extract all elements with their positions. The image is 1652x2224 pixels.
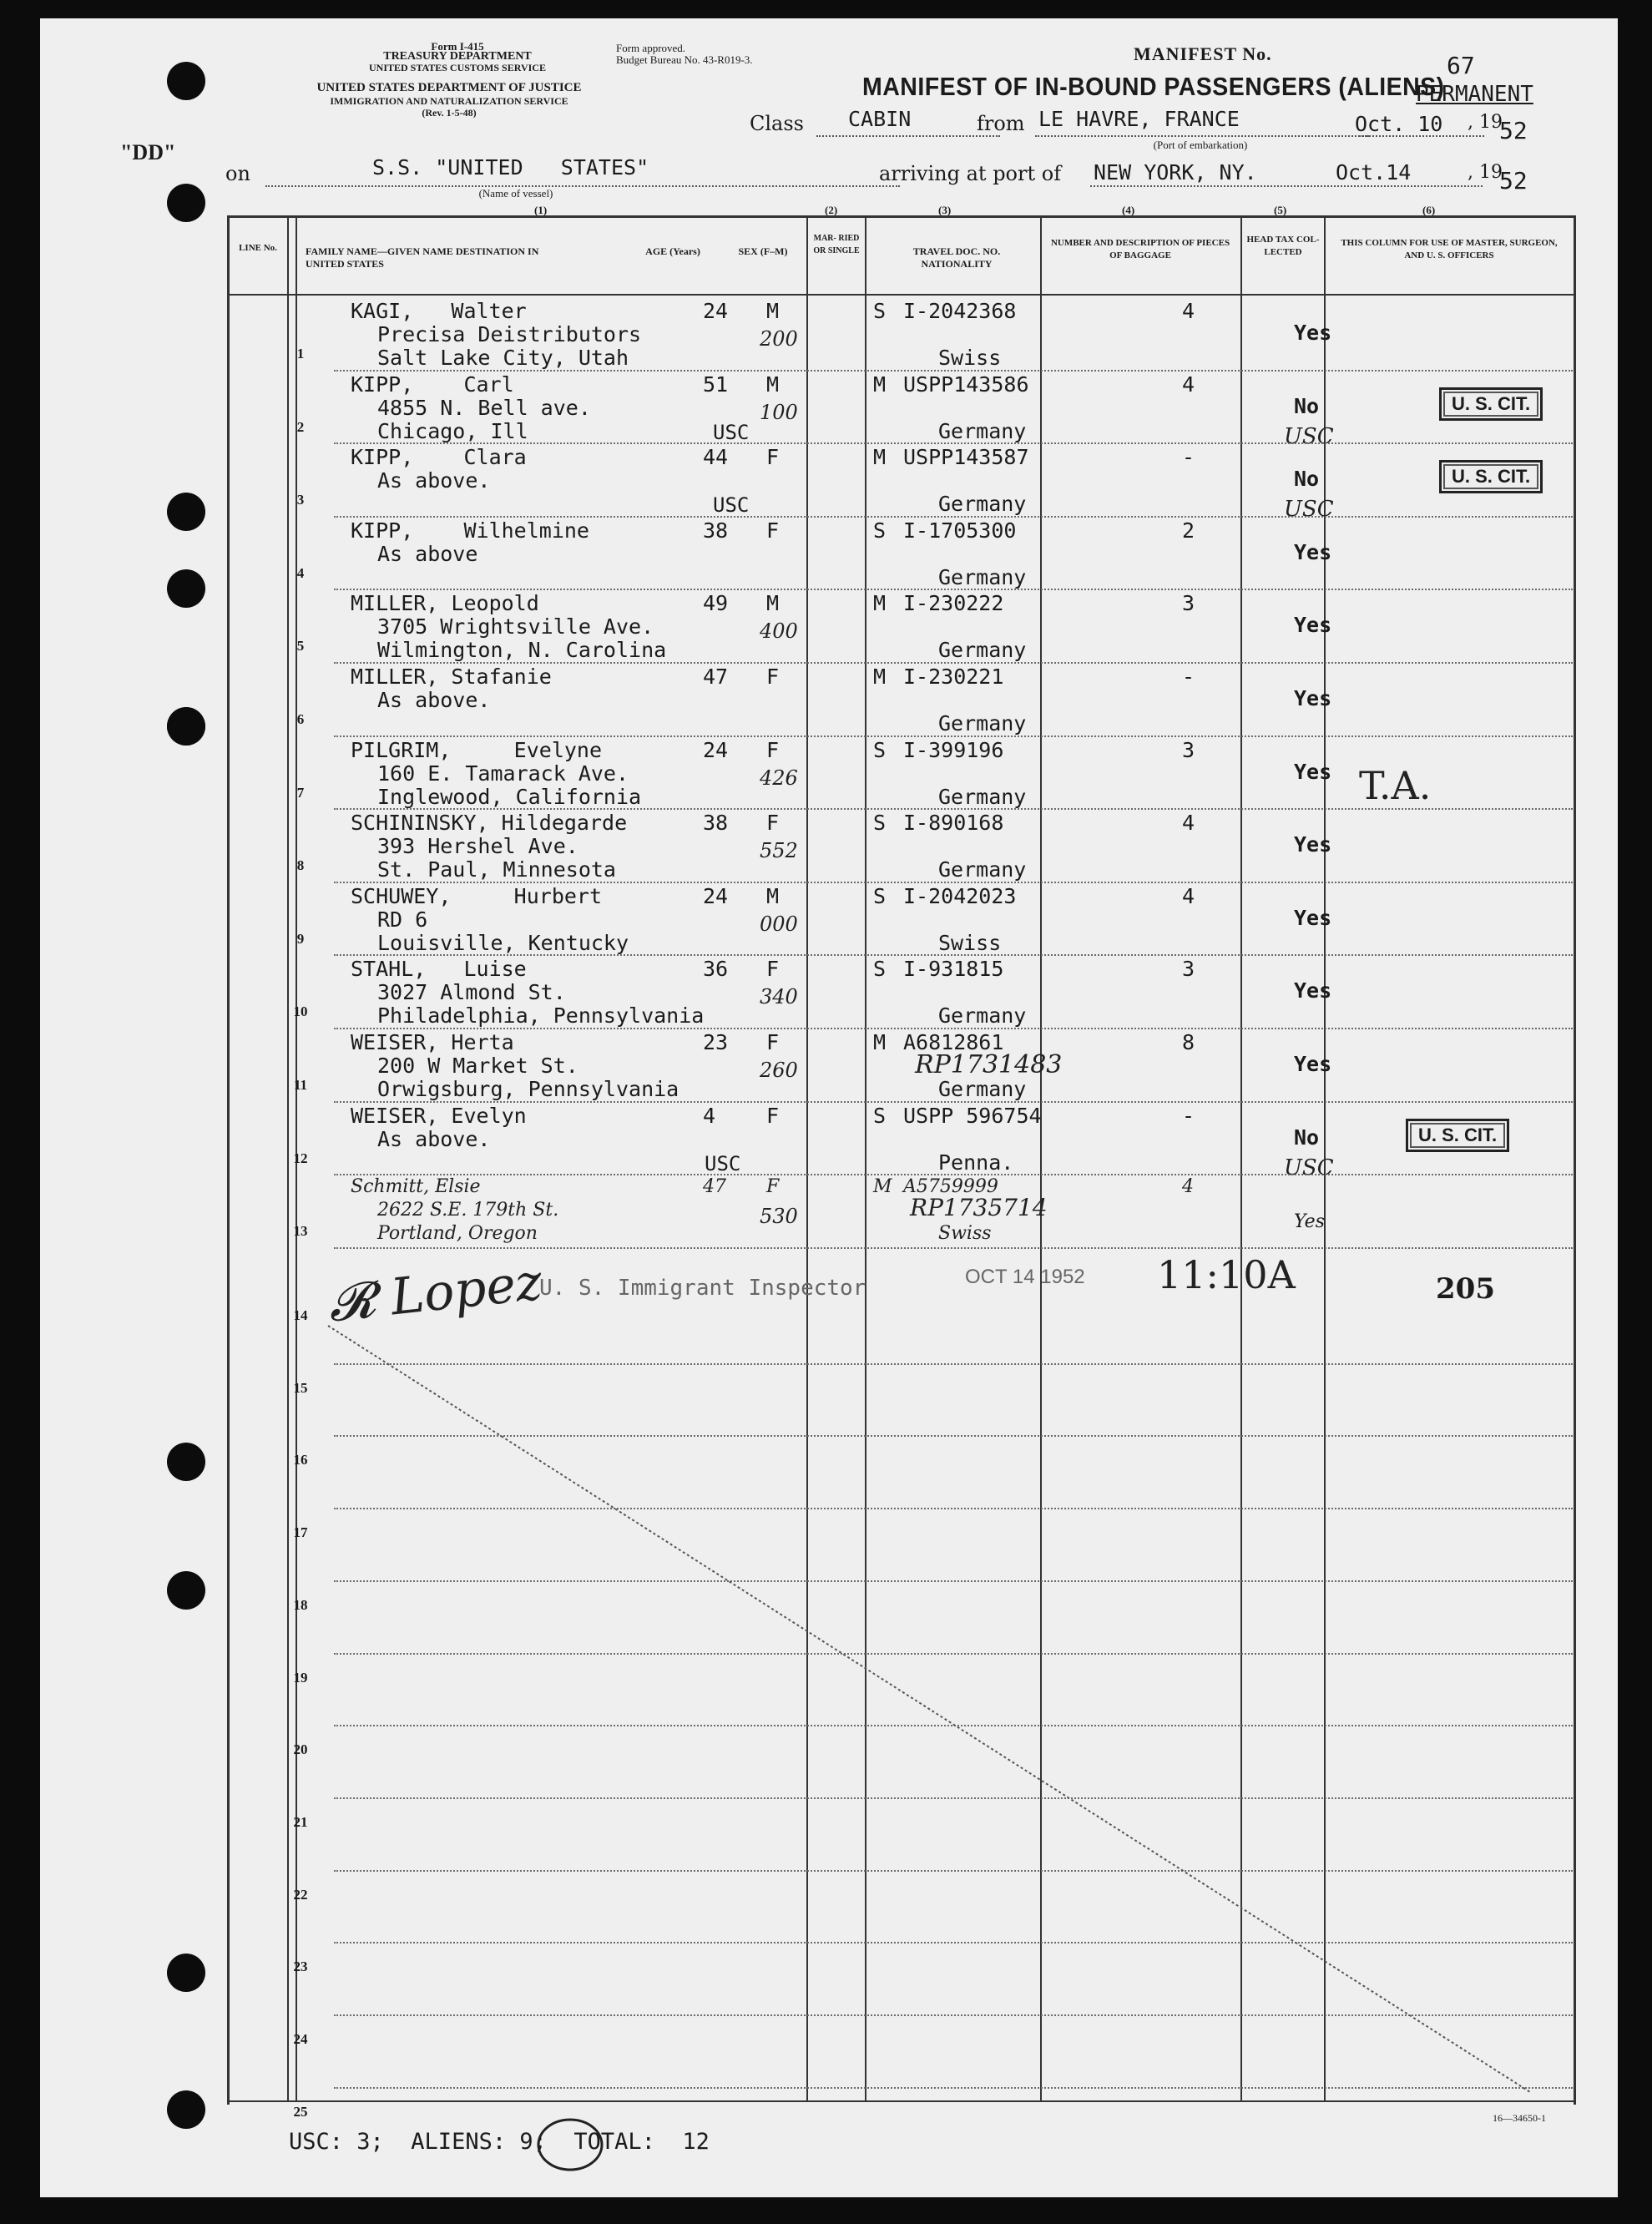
line-number: 8 [296, 857, 305, 874]
head-tax: Yes [1294, 1052, 1332, 1076]
arrival-port: NEW YORK, NY. [1094, 160, 1257, 184]
passenger-marital: M [873, 1030, 887, 1054]
head-tax: Yes [1294, 1211, 1325, 1233]
nationality: Germany [938, 638, 1027, 663]
manifest-page-number: 205 [1436, 1272, 1495, 1306]
head-tax: Yes [1294, 539, 1332, 564]
handwritten-amount: 100 [760, 400, 798, 424]
passenger-sex: F [766, 1176, 780, 1198]
passenger-address-1: 160 E. Tamarack Ave. [377, 761, 629, 786]
line-number: 22 [293, 1886, 308, 1903]
travel-doc-number: I-230222 [903, 591, 1004, 616]
nationality: Germany [938, 1077, 1027, 1101]
travel-doc-number: I-931815 [903, 957, 1004, 982]
passenger-address-2: St. Paul, Minnesota [377, 857, 616, 882]
col-header-headtax: HEAD TAX COL- LECTED [1246, 235, 1320, 257]
inspector-date-stamp: OCT 14 1952 [965, 1266, 1085, 1288]
nationality: Penna. [938, 1150, 1014, 1175]
age-usc-mark: USC [713, 493, 750, 518]
handwritten-amount: 426 [760, 766, 798, 790]
passenger-address-1: 4855 N. Bell ave. [377, 395, 591, 420]
line-number: 15 [293, 1379, 308, 1396]
passenger-address-2: Chicago, Ill [377, 418, 528, 443]
budget-bureau: Budget Bureau No. 43-R019-3. [616, 53, 753, 66]
passenger-sex: M [766, 591, 780, 616]
ta-annotation: T.A. [1359, 763, 1432, 808]
line-number: 2 [296, 418, 305, 435]
doc-11-handwritten: RP1731483 [915, 1050, 1063, 1079]
handwritten-amount: 200 [760, 327, 798, 351]
col-header-officers: THIS COLUMN FOR USE OF MASTER, SURGEON, AND U. S. OFFICERS [1341, 238, 1558, 260]
doc-13-handwritten: RP1735714 [910, 1194, 1048, 1221]
passenger-sex: F [766, 1103, 780, 1128]
passenger-name: SCHUWEY, Hurbert [351, 883, 603, 908]
travel-doc-number: I-890168 [903, 811, 1004, 836]
passenger-marital: M [873, 591, 887, 616]
line-number: 13 [293, 1223, 308, 1240]
passenger-name: KIPP, Wilhelmine [351, 518, 589, 543]
passenger-name: MILLER, Leopold [351, 591, 539, 616]
col-num-1: (1) [534, 204, 548, 216]
passenger-address-1: As above. [377, 1126, 491, 1151]
nationality: Germany [938, 1003, 1027, 1029]
travel-doc-number: I-2042368 [903, 299, 1017, 323]
head-tax-note: USC [1284, 423, 1334, 449]
baggage-count: 4 [1182, 299, 1195, 323]
passenger-address-2: Portland, Oregon [377, 1223, 538, 1245]
line-number: 25 [293, 2103, 308, 2120]
handwritten-amount: 340 [760, 985, 798, 1009]
travel-doc-number: I-230221 [903, 665, 1004, 689]
head-tax: Yes [1294, 905, 1332, 930]
passenger-name: MILLER, Stafanie [351, 665, 552, 689]
travel-doc-number: USPP143587 [903, 445, 1029, 470]
passenger-marital: S [873, 518, 887, 543]
passenger-address-2: Orwigsburg, Pennsylvania [377, 1077, 679, 1101]
head-tax: Yes [1294, 686, 1332, 710]
line-number: 3 [296, 492, 305, 508]
passenger-address-1: As above. [377, 688, 491, 712]
from-label: from [977, 112, 1025, 135]
ins-service: IMMIGRATION AND NATURALIZATION SERVICE [330, 95, 568, 107]
vessel-note: (Name of vessel) [478, 187, 553, 200]
col-num-2: (2) [825, 204, 838, 216]
passenger-sex: M [766, 372, 780, 397]
line-number: 21 [293, 1813, 308, 1830]
inspector-signature: 𝓡 Lopez [326, 1252, 545, 1334]
travel-doc-number: I-1705300 [903, 518, 1017, 543]
passenger-address-1: As above. [377, 468, 491, 493]
passenger-sex: F [766, 957, 780, 982]
baggage-count: 2 [1182, 518, 1195, 543]
nationality: Germany [938, 857, 1027, 882]
passenger-marital: M [873, 445, 887, 470]
passenger-age: 24 [703, 883, 729, 908]
head-tax: No [1294, 467, 1320, 492]
col-header-married: MAR- RIED OR SINGLE [813, 234, 860, 255]
manifest-no-label: MANIFEST No. [1134, 43, 1272, 64]
passenger-age: 47 [703, 1176, 726, 1198]
baggage-count: 8 [1182, 1030, 1195, 1054]
passenger-address-1: Precisa Deistributors [377, 322, 642, 346]
depart-year-prefix: , 19 [1468, 112, 1503, 133]
form-number: Form I-415 [431, 40, 484, 53]
passenger-age: 38 [703, 811, 729, 836]
baggage-count: 3 [1182, 737, 1195, 762]
nationality: Germany [938, 711, 1027, 735]
depart-date: Oct. 10 [1355, 112, 1443, 136]
passenger-name: PILGRIM, Evelyne [351, 737, 603, 762]
revision: (Rev. 1-5-48) [422, 107, 477, 119]
travel-doc-number: USPP143586 [903, 372, 1029, 397]
handwritten-amount: 000 [760, 912, 798, 936]
col-num-3: (3) [938, 204, 952, 216]
line-number: 18 [293, 1596, 308, 1613]
line-number: 19 [293, 1669, 308, 1686]
class-label: Class [750, 112, 804, 135]
depart-year: 52 [1499, 117, 1528, 144]
treasury-dept: TREASURY DEPARTMENT [383, 50, 532, 63]
us-citizen-stamp: U. S. CIT. [1439, 387, 1543, 421]
passenger-sex: F [766, 811, 780, 836]
head-tax: No [1294, 1125, 1320, 1150]
passenger-age: 49 [703, 591, 729, 616]
baggage-count: 4 [1182, 1176, 1194, 1198]
baggage-count: 4 [1182, 372, 1195, 397]
passenger-marital: S [873, 737, 887, 762]
void-diagonal-line [40, 18, 1618, 2197]
passenger-address-2: Louisville, Kentucky [377, 930, 629, 955]
passenger-address-1: 3705 Wrightsville Ave. [377, 614, 654, 639]
arrival-year-prefix: , 19 [1468, 162, 1503, 183]
col-header-name: FAMILY NAME—GIVEN NAME DESTINATION IN UNITED STATES [306, 245, 539, 270]
handwritten-amount: 552 [760, 839, 798, 863]
passenger-marital: S [873, 1103, 887, 1128]
passenger-sex: M [766, 299, 780, 323]
line-number: 16 [293, 1452, 308, 1468]
from-value: LE HAVRE, FRANCE [1038, 107, 1240, 131]
nationality: Germany [938, 418, 1027, 443]
customs-service: UNITED STATES CUSTOMS SERVICE [369, 62, 546, 73]
aliens-circle [533, 2115, 608, 2174]
passenger-name: KIPP, Carl [351, 372, 514, 397]
manifest-page [40, 18, 1618, 2197]
passenger-name: WEISER, Evelyn [351, 1103, 527, 1128]
nationality: Germany [938, 492, 1027, 517]
head-tax-note: USC [1284, 497, 1334, 523]
head-tax: Yes [1294, 832, 1332, 857]
passenger-name: KIPP, Clara [351, 445, 527, 470]
age-usc-mark: USC [713, 420, 750, 444]
nationality: Swiss [938, 346, 1002, 370]
us-citizen-stamp: U. S. CIT. [1439, 460, 1543, 493]
line-number: 12 [293, 1150, 308, 1166]
line-number: 7 [296, 784, 305, 801]
line-number: 23 [293, 1959, 308, 1975]
baggage-count: - [1182, 665, 1195, 689]
line-number: 9 [296, 930, 305, 947]
line-number: 10 [293, 1003, 308, 1020]
dd-mark: "DD" [120, 140, 176, 164]
line-number: 20 [293, 1741, 308, 1758]
passenger-name: KAGI, Walter [351, 299, 527, 323]
travel-doc-number: I-399196 [903, 737, 1004, 762]
nationality: Swiss [938, 930, 1002, 955]
passenger-age: 44 [703, 445, 729, 470]
arrival-date: Oct.14 [1336, 160, 1412, 184]
nationality: Germany [938, 784, 1027, 809]
passenger-marital: S [873, 811, 887, 836]
passenger-marital: M [873, 372, 887, 397]
class-value: CABIN [848, 107, 912, 131]
col-header-sex: SEX (F–M) [738, 245, 788, 257]
passenger-age: 51 [703, 372, 729, 397]
us-citizen-stamp: U. S. CIT. [1406, 1119, 1509, 1152]
passenger-age: 24 [703, 737, 729, 762]
passenger-sex: F [766, 518, 780, 543]
baggage-count: - [1182, 445, 1195, 470]
passenger-address-2: Wilmington, N. Carolina [377, 638, 667, 663]
passenger-marital: M [873, 1176, 892, 1198]
head-tax: Yes [1294, 613, 1332, 638]
col-num-5: (5) [1274, 204, 1287, 216]
line-number: 1 [296, 346, 305, 361]
passenger-age: 36 [703, 957, 729, 982]
footer-code: 16—34650-1 [1493, 2112, 1546, 2124]
passenger-marital: S [873, 299, 887, 323]
passenger-address-1: 3027 Almond St. [377, 980, 566, 1005]
passenger-marital: M [873, 665, 887, 689]
travel-doc-number: USPP 596754 [903, 1103, 1042, 1128]
arrival-year: 52 [1499, 167, 1528, 195]
handwritten-amount: 260 [760, 1059, 798, 1082]
head-tax: Yes [1294, 321, 1332, 345]
travel-doc-number: A6812861 [903, 1030, 1004, 1054]
arriving-label: arriving at port of [879, 162, 1062, 185]
handwritten-amount: 530 [760, 1205, 798, 1229]
inspector-time: 11:10A [1157, 1252, 1296, 1297]
port-embark-note: (Port of embarkation) [1153, 139, 1248, 151]
col-num-6: (6) [1422, 204, 1436, 216]
head-tax: No [1294, 393, 1320, 418]
passenger-address-2: Inglewood, California [377, 784, 642, 809]
passenger-address-1: 200 W Market St. [377, 1054, 578, 1078]
passenger-address-1: As above [377, 541, 478, 566]
head-tax: Yes [1294, 759, 1332, 784]
passenger-sex: F [766, 445, 780, 470]
line-number: 4 [296, 564, 305, 581]
passenger-marital: S [873, 883, 887, 908]
passenger-age: 23 [703, 1030, 729, 1054]
passenger-marital: S [873, 957, 887, 982]
on-label: on [225, 162, 250, 185]
col-header-line: LINE No. [239, 243, 277, 253]
baggage-count: 3 [1182, 957, 1195, 982]
passenger-age: 24 [703, 299, 729, 323]
line-number: 24 [293, 2031, 308, 2047]
totals-line: USC: 3; ALIENS: 9; TOTAL: 12 [289, 2129, 710, 2155]
nationality: Germany [938, 564, 1027, 589]
col-header-age: AGE (Years) [645, 245, 700, 257]
travel-doc-number: A5759999 [903, 1176, 998, 1198]
line-number: 5 [296, 638, 305, 655]
passenger-address-2: Philadelphia, Pennsylvania [377, 1003, 705, 1029]
justice-dept: UNITED STATES DEPARTMENT OF JUSTICE [316, 81, 582, 94]
nationality: Swiss [938, 1223, 992, 1245]
col-header-baggage: NUMBER AND DESCRIPTION OF PIECES OF BAGGAGE [1050, 238, 1230, 260]
passenger-name: Schmitt, Elsie [351, 1176, 481, 1198]
col-header-travel: TRAVEL DOC. NO. NATIONALITY [912, 245, 1001, 270]
head-tax: Yes [1294, 978, 1332, 1003]
passenger-age: 38 [703, 518, 729, 543]
handwritten-amount: 400 [760, 619, 798, 644]
baggage-count: 4 [1182, 883, 1195, 908]
passenger-sex: F [766, 1030, 780, 1054]
passenger-name: WEISER, Herta [351, 1030, 514, 1054]
col-num-4: (4) [1122, 204, 1135, 216]
baggage-count: 3 [1182, 591, 1195, 616]
form-approved: Form approved. [616, 42, 686, 54]
travel-doc-number: I-2042023 [903, 883, 1017, 908]
passenger-age: 4 [703, 1103, 716, 1128]
passenger-name: STAHL, Luise [351, 957, 527, 982]
passenger-address-1: 393 Hershel Ave. [377, 834, 578, 859]
baggage-count: - [1182, 1103, 1195, 1128]
age-usc-mark: USC [705, 1151, 741, 1175]
vessel-name: S.S. "UNITED STATES" [372, 155, 649, 179]
passenger-sex: F [766, 737, 780, 762]
permanent-label: PERMANENT [1416, 82, 1533, 107]
passenger-address-1: RD 6 [377, 907, 428, 932]
line-number: 11 [293, 1077, 308, 1093]
passenger-sex: F [766, 665, 780, 689]
line-number: 14 [293, 1307, 308, 1323]
line-number: 6 [296, 711, 305, 727]
passenger-name: SCHININSKY, Hildegarde [351, 811, 628, 836]
passenger-age: 47 [703, 665, 729, 689]
inspector-label: U. S. Immigrant Inspector [539, 1276, 866, 1301]
manifest-title: MANIFEST OF IN-BOUND PASSENGERS (ALIENS) [862, 72, 1445, 101]
passenger-address-1: 2622 S.E. 179th St. [377, 1200, 559, 1221]
line-number: 17 [293, 1524, 308, 1541]
baggage-count: 4 [1182, 811, 1195, 836]
head-tax-note: USC [1284, 1155, 1334, 1180]
passenger-address-2: Salt Lake City, Utah [377, 346, 629, 370]
passenger-sex: M [766, 883, 780, 908]
manifest-no: 67 [1447, 52, 1475, 79]
